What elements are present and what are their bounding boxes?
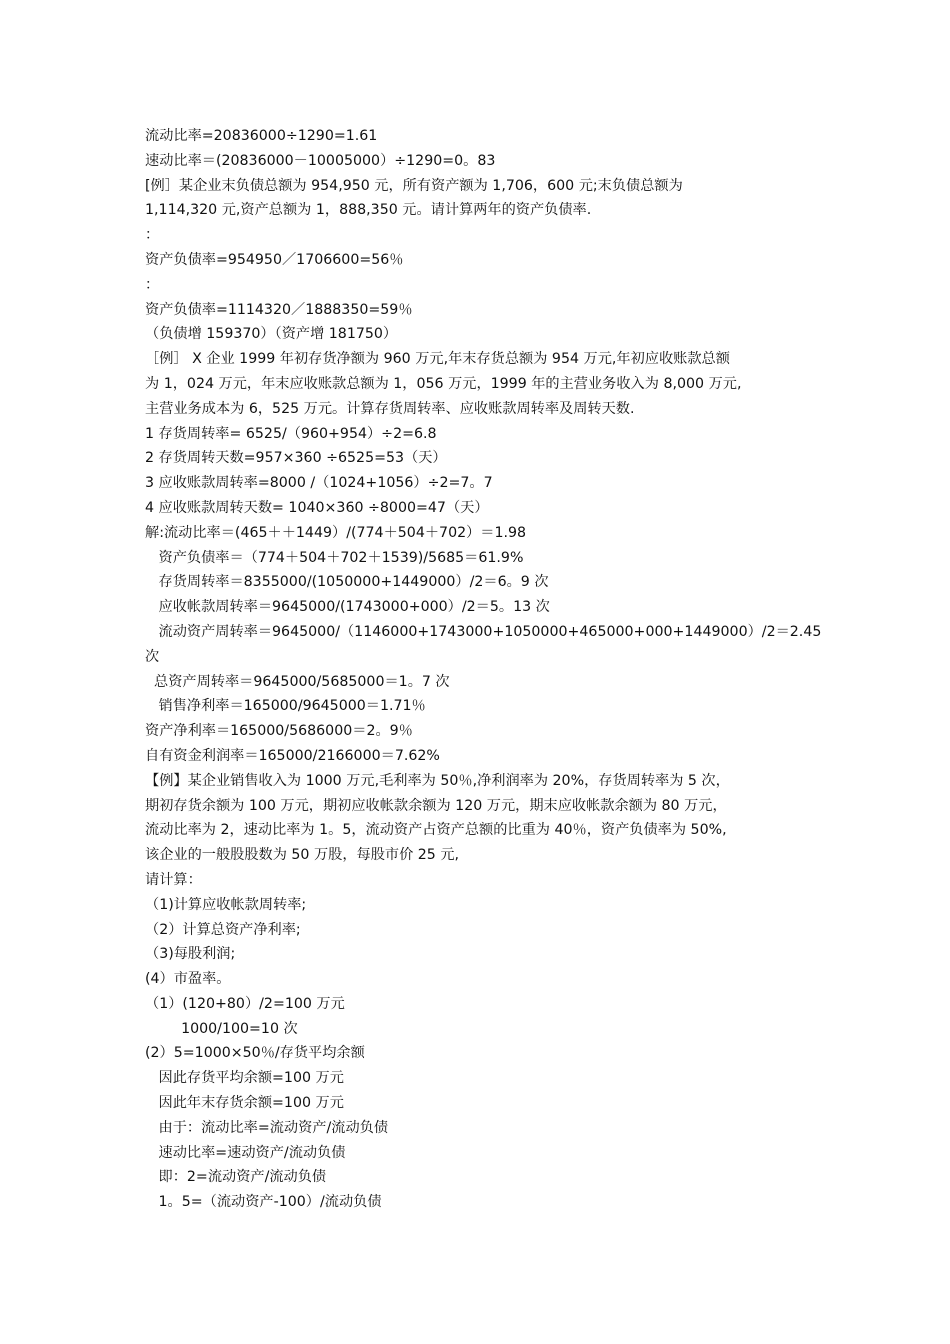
text-line: 流动比率为 2，速动比率为 1。5，流动资产占资产总额的比重为 40％，资产负债率为 50%,: [145, 822, 727, 839]
text-line: （1)计算应收帐款周转率;: [145, 896, 307, 913]
text-line: 速动比率＝(20836000－10005000）÷1290=0。83: [145, 152, 496, 169]
text-line: 速动比率=速动资产/流动负债: [145, 1144, 346, 1161]
text-line: 总资产周转率＝9645000/5685000＝1。7 次: [145, 673, 450, 690]
text-line: ［例］ X 企业 1999 年初存货净额为 960 万元,年末存货总额为 954 万元,年初应收账款总额: [145, 351, 730, 368]
text-line: 【例】某企业销售收入为 1000 万元,毛利率为 50％,净利润率为 20%，存货周转率为 5 次，: [145, 772, 730, 789]
text-line: 自有资金利润率＝165000/2166000＝7.62%: [145, 747, 440, 764]
document-body: [145, 124, 825, 1215]
text-line: 销售净利率＝165000/9645000＝1.71％: [145, 698, 426, 715]
text-line: 该企业的一般股股数为 50 万股，每股市价 25 元,: [145, 847, 460, 864]
text-line: ：: [145, 276, 160, 293]
text-line: 流动资产周转率＝9645000/（1146000+1743000+1050000+465000+000+1449000）/2＝2.45: [145, 623, 822, 640]
text-line: 次: [145, 648, 160, 665]
text-line: （2）计算总资产净利率;: [145, 921, 301, 938]
text-line: 流动比率=20836000÷1290=1.61: [145, 128, 378, 144]
text-line: 1。5=（流动资产-100）/流动负债: [145, 1194, 382, 1211]
text-line: 存货周转率＝8355000/(1050000+1449000）/2＝6。9 次: [145, 574, 549, 591]
text-line: (2）5=1000×50％/存货平均余额: [145, 1045, 365, 1062]
text-line: 主营业务成本为 6，525 万元。计算存货周转率、应收账款周转率及周转天数.: [145, 400, 635, 417]
text-line: （3)每股利润;: [145, 946, 236, 963]
text-line: 即：2=流动资产/流动负债: [145, 1169, 327, 1186]
text-line: 资产负债率=954950／1706600=56％: [145, 251, 404, 268]
text-line: 1,114,320 元,资产总额为 1，888,350 元。请计算两年的资产负债率.: [145, 202, 592, 219]
text-line: 因此年末存货余额=100 万元: [145, 1095, 344, 1112]
text-line: ：: [145, 227, 160, 244]
text-line: 由于：流动比率=流动资产/流动负债: [145, 1119, 389, 1136]
text-line: 期初存货余额为 100 万元，期初应收帐款余额为 120 万元，期末应收帐款余额为 80 万元，: [145, 797, 727, 814]
text-line: 3 应收账款周转率=8000 /（1024+1056）÷2=7。7: [145, 475, 493, 492]
text-line: 4 应收账款周转天数= 1040×360 ÷8000=47（天）: [145, 499, 489, 516]
text-line: 为 1，024 万元，年末应收账款总额为 1，056 万元，1999 年的主营业务收入为 8,000 万元,: [145, 375, 742, 392]
text-line: 1000/100=10 次: [145, 1020, 298, 1037]
text-line: 资产负债率=1114320／1888350=59％: [145, 301, 413, 318]
text-line: （负债增 159370）（资产增 181750）: [145, 326, 398, 343]
text-line: 资产净利率＝165000/5686000＝2。9％: [145, 723, 413, 740]
text-line: （1）(120+80）/2=100 万元: [145, 995, 345, 1012]
text-line: [例］某企业末负债总额为 954,950 元，所有资产额为 1,706，600 元;末负债总额为: [145, 177, 683, 194]
text-line: 1 存货周转率= 6525/（960+954）÷2=6.8: [145, 425, 437, 442]
text-line: 请计算：: [145, 871, 202, 888]
text-line: (4）市盈率。: [145, 971, 231, 988]
text-line: 资产负债率＝（774＋504＋702＋1539)/5685＝61.9%: [145, 549, 524, 566]
text-line: 因此存货平均余额=100 万元: [145, 1070, 344, 1087]
text-line: 应收帐款周转率＝9645000/(1743000+000）/2＝5。13 次: [145, 599, 550, 616]
text-line: 2 存货周转天数=957×360 ÷6525=53（天）: [145, 450, 447, 467]
text-line: 解:流动比率＝(465＋＋1449）/(774＋504＋702）＝1.98: [145, 524, 527, 541]
